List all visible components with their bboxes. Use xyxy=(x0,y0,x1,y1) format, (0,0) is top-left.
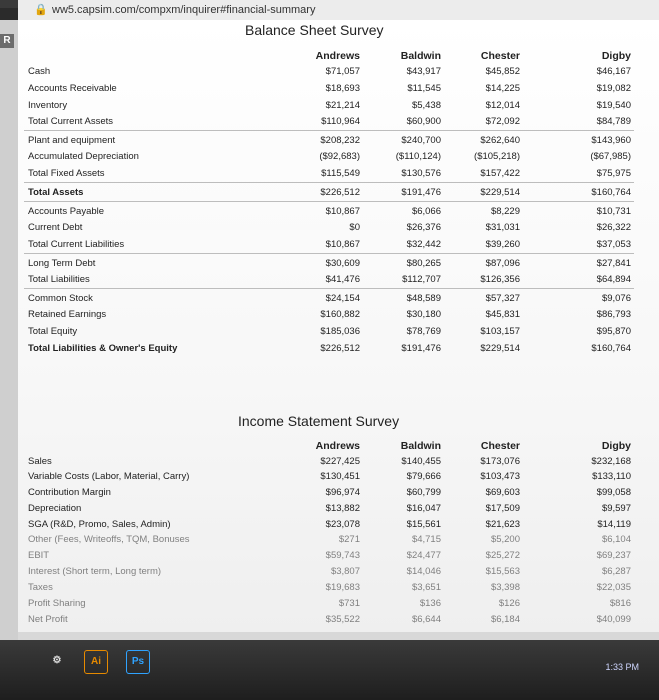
table-cell: $130,576 xyxy=(401,168,441,179)
table-cell: $30,609 xyxy=(325,258,360,269)
row-divider xyxy=(24,253,634,254)
table-cell: $39,260 xyxy=(485,239,520,250)
table-cell: $14,046 xyxy=(406,566,441,577)
table-cell: $3,807 xyxy=(330,566,360,577)
table-cell: $17,509 xyxy=(485,503,520,514)
table-cell: $816 xyxy=(609,598,631,609)
row-label: Variable Costs (Labor, Material, Carry) xyxy=(28,471,190,482)
row-label: Total Assets xyxy=(28,187,84,198)
table-cell: $10,867 xyxy=(325,239,360,250)
table-cell: $185,036 xyxy=(320,326,360,337)
table-cell: $112,707 xyxy=(402,274,441,285)
table-cell: $32,442 xyxy=(406,239,441,250)
row-label: Cash xyxy=(28,66,51,77)
table-cell: $45,831 xyxy=(485,309,520,320)
table-cell: $69,237 xyxy=(596,550,631,561)
table-cell: $79,666 xyxy=(406,471,441,482)
table-cell: $115,549 xyxy=(321,168,360,179)
column-header-digby: Digby xyxy=(601,50,631,62)
table-cell: $240,700 xyxy=(401,135,441,146)
table-cell: $15,563 xyxy=(485,566,520,577)
table-cell: $16,047 xyxy=(406,503,441,514)
row-label: Sales xyxy=(28,456,52,467)
table-cell: $6,066 xyxy=(411,206,441,217)
table-cell: $37,053 xyxy=(596,239,631,250)
row-label: Taxes xyxy=(28,582,53,593)
table-cell: $14,225 xyxy=(485,83,520,94)
table-cell: $10,731 xyxy=(596,206,631,217)
table-cell: $48,589 xyxy=(406,293,441,304)
table-cell: $133,110 xyxy=(592,471,631,482)
row-label: Other (Fees, Writeoffs, TQM, Bonuses xyxy=(28,534,190,545)
table-cell: $86,793 xyxy=(596,309,631,320)
table-cell: $99,058 xyxy=(596,487,631,498)
table-cell: $26,376 xyxy=(406,222,441,233)
table-cell: $24,477 xyxy=(406,550,441,561)
address-bar[interactable] xyxy=(18,0,659,21)
table-cell: $143,960 xyxy=(591,135,631,146)
table-cell: $227,425 xyxy=(320,456,360,467)
column-header-baldwin: Baldwin xyxy=(400,50,441,62)
row-label: Accounts Receivable xyxy=(28,83,117,94)
table-cell: $23,078 xyxy=(325,519,360,530)
table-cell: $191,476 xyxy=(401,343,441,354)
table-cell: $130,451 xyxy=(320,471,360,482)
table-cell: ($105,218) xyxy=(474,151,520,162)
table-cell: $9,076 xyxy=(601,293,631,304)
row-label: EBIT xyxy=(28,550,50,561)
table-cell: $78,769 xyxy=(406,326,441,337)
table-cell: $69,603 xyxy=(485,487,520,498)
table-cell: $19,683 xyxy=(325,582,360,593)
table-cell: $43,917 xyxy=(406,66,441,77)
row-divider xyxy=(24,201,634,202)
table-cell: ($67,985) xyxy=(590,151,631,162)
table-cell: $160,764 xyxy=(591,187,631,198)
taskbar xyxy=(0,640,659,700)
column-header-andrews: Andrews xyxy=(315,50,360,62)
row-label: Plant and equipment xyxy=(28,135,116,146)
table-cell: $731 xyxy=(338,598,360,609)
row-divider xyxy=(24,130,634,131)
row-label: Inventory xyxy=(28,100,68,111)
table-cell: $173,076 xyxy=(480,456,520,467)
column-header-digby: Digby xyxy=(601,440,631,452)
illustrator-icon[interactable]: Ai xyxy=(84,650,108,674)
table-cell: $271 xyxy=(338,534,360,545)
table-cell: $25,272 xyxy=(485,550,520,561)
table-cell: $19,540 xyxy=(596,100,631,111)
table-cell: $6,104 xyxy=(601,534,631,545)
table-cell: $60,900 xyxy=(406,116,441,127)
table-cell: $80,265 xyxy=(406,258,441,269)
row-divider xyxy=(24,288,634,289)
row-divider xyxy=(24,182,634,183)
table-cell: $21,623 xyxy=(485,519,520,530)
table-cell: $5,200 xyxy=(490,534,520,545)
table-cell: $6,287 xyxy=(601,566,631,577)
table-cell: $160,764 xyxy=(591,343,631,354)
table-cell: $46,167 xyxy=(596,66,631,77)
row-label: Total Equity xyxy=(28,326,78,337)
table-cell: $71,057 xyxy=(325,66,360,77)
table-cell: $3,651 xyxy=(411,582,441,593)
table-cell: $136 xyxy=(419,598,441,609)
left-panel-edge xyxy=(0,20,18,640)
table-cell: $229,514 xyxy=(480,343,520,354)
table-cell: $21,214 xyxy=(325,100,360,111)
table-cell: $110,964 xyxy=(321,116,360,127)
table-cell: $30,180 xyxy=(406,309,441,320)
table-cell: $96,974 xyxy=(325,487,360,498)
table-cell: $64,894 xyxy=(596,274,631,285)
table-cell: $157,422 xyxy=(480,168,520,179)
table-cell: ($110,124) xyxy=(395,151,441,162)
table-cell: $10,867 xyxy=(325,206,360,217)
financial-summary-page xyxy=(18,20,659,632)
table-cell: $3,398 xyxy=(490,582,520,593)
row-label: Interest (Short term, Long term) xyxy=(28,566,162,577)
table-cell: $22,035 xyxy=(596,582,631,593)
row-label: Contribution Margin xyxy=(28,487,111,498)
table-cell: $41,476 xyxy=(325,274,360,285)
table-cell: $126,356 xyxy=(480,274,520,285)
table-cell: $9,597 xyxy=(601,503,631,514)
table-cell: $18,693 xyxy=(325,83,360,94)
table-cell: $31,031 xyxy=(485,222,520,233)
row-label: Retained Earnings xyxy=(28,309,107,320)
table-cell: ($92,683) xyxy=(319,151,360,162)
table-cell: $75,975 xyxy=(596,168,631,179)
row-label: Total Liabilities xyxy=(28,274,90,285)
table-cell: $0 xyxy=(349,222,360,233)
table-cell: $60,799 xyxy=(406,487,441,498)
table-cell: $11,545 xyxy=(407,83,441,94)
url-text[interactable]: ww5.capsim.com/compxm/inquirer#financial-summary xyxy=(52,4,316,16)
table-cell: $45,852 xyxy=(485,66,520,77)
table-cell: $226,512 xyxy=(320,343,360,354)
table-cell: $140,455 xyxy=(401,456,441,467)
row-label: Total Current Liabilities xyxy=(28,239,125,250)
lock-icon: 🔒 xyxy=(34,4,48,16)
table-cell: $232,168 xyxy=(591,456,631,467)
row-label: Long Term Debt xyxy=(28,258,96,269)
row-label: Accounts Payable xyxy=(28,206,105,217)
table-cell: $13,882 xyxy=(325,503,360,514)
clock: 1:33 PM xyxy=(605,662,639,672)
row-label: Current Debt xyxy=(28,222,83,233)
table-cell: $15,561 xyxy=(406,519,441,530)
table-cell: $57,327 xyxy=(485,293,520,304)
row-label: Net Profit xyxy=(28,614,68,625)
table-cell: $6,184 xyxy=(490,614,520,625)
table-cell: $72,092 xyxy=(485,116,520,127)
table-cell: $59,743 xyxy=(325,550,360,561)
row-label: Accumulated Depreciation xyxy=(28,151,139,162)
table-cell: $191,476 xyxy=(401,187,441,198)
table-cell: $24,154 xyxy=(325,293,360,304)
row-label: Profit Sharing xyxy=(28,598,86,609)
column-header-chester: Chester xyxy=(480,50,520,62)
row-label: Total Liabilities & Owner's Equity xyxy=(28,343,178,354)
table-cell: $103,157 xyxy=(480,326,520,337)
table-cell: $27,841 xyxy=(596,258,631,269)
table-cell: $8,229 xyxy=(490,206,520,217)
table-cell: $35,522 xyxy=(325,614,360,625)
table-cell: $4,715 xyxy=(411,534,441,545)
table-cell: $40,099 xyxy=(596,614,631,625)
table-cell: $160,882 xyxy=(320,309,360,320)
column-header-baldwin: Baldwin xyxy=(400,440,441,452)
side-tab[interactable]: R xyxy=(0,34,14,48)
row-label: Total Current Assets xyxy=(28,116,114,127)
column-header-chester: Chester xyxy=(480,440,520,452)
table-cell: $19,082 xyxy=(596,83,631,94)
photoshop-icon[interactable]: Ps xyxy=(126,650,150,674)
table-cell: $26,322 xyxy=(596,222,631,233)
table-cell: $103,473 xyxy=(480,471,520,482)
table-cell: $12,014 xyxy=(485,100,520,111)
table-cell: $226,512 xyxy=(320,187,360,198)
table-cell: $126 xyxy=(498,598,520,609)
table-cell: $208,232 xyxy=(320,135,360,146)
table-cell: $5,438 xyxy=(411,100,441,111)
column-header-andrews: Andrews xyxy=(315,440,360,452)
table-cell: $229,514 xyxy=(480,187,520,198)
balance-sheet-title: Balance Sheet Survey xyxy=(245,22,384,38)
table-cell: $6,644 xyxy=(411,614,441,625)
table-cell: $95,870 xyxy=(596,326,631,337)
row-label: Common Stock xyxy=(28,293,93,304)
table-cell: $84,789 xyxy=(596,116,631,127)
row-label: Total Fixed Assets xyxy=(28,168,105,179)
table-cell: $87,096 xyxy=(485,258,520,269)
table-cell: $14,119 xyxy=(597,519,631,530)
settings-icon[interactable]: ⚙ xyxy=(52,655,62,666)
row-label: Depreciation xyxy=(28,503,82,514)
income-statement-title: Income Statement Survey xyxy=(238,413,400,429)
row-label: SGA (R&D, Promo, Sales, Admin) xyxy=(28,519,171,530)
table-cell: $262,640 xyxy=(480,135,520,146)
